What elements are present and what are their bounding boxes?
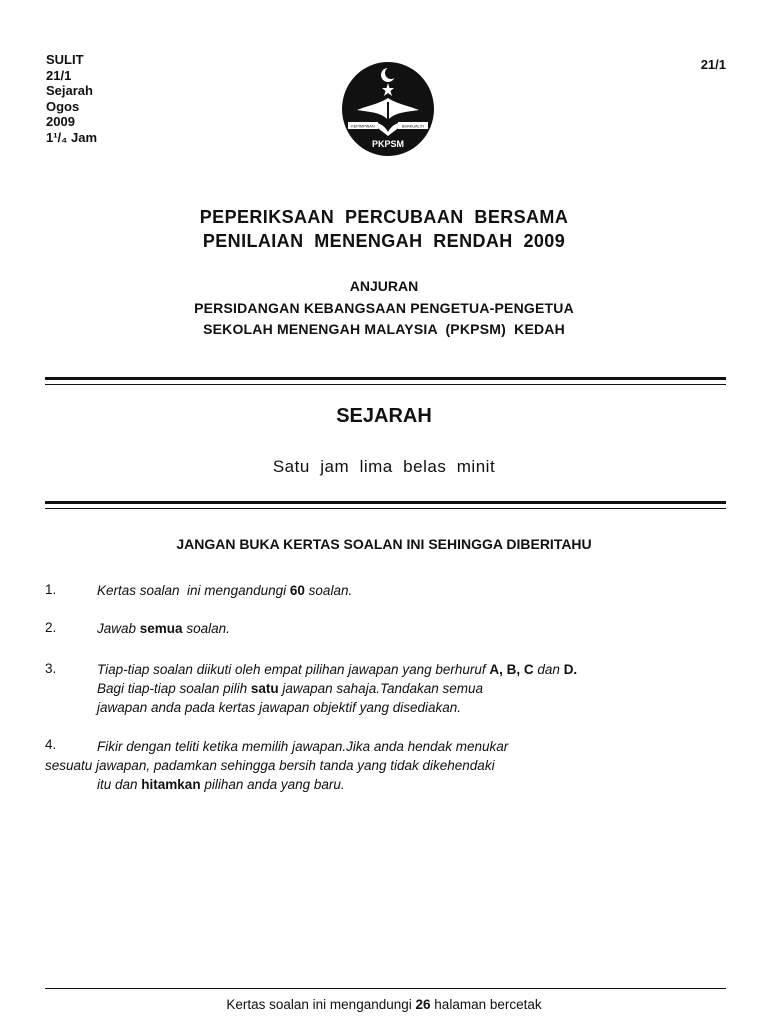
instruction-4-emphasis: hitamkan (141, 777, 201, 792)
instruction-2-emphasis: semua (139, 621, 183, 636)
pkpsm-emblem-icon (341, 60, 435, 158)
question-count: 60 (289, 583, 305, 598)
instruction-4-number: 4. (45, 737, 57, 752)
divider-thin-top (45, 384, 726, 385)
paper-code-label: 21/1 (46, 67, 72, 83)
divider-thin-bottom (45, 508, 726, 509)
month-label: Ogos (46, 98, 80, 114)
instruction-2-tail: soalan. (182, 621, 230, 636)
year-label: 2009 (46, 114, 75, 129)
page-count: 26 (415, 997, 431, 1012)
instruction-1-text: Kertas soalan ini mengandungi (97, 583, 290, 598)
instruction-3-line2-text: Bagi tiap-tiap soalan pilih (97, 681, 251, 696)
instruction-1 (97, 581, 352, 600)
instruction-4-line3-tail: pilihan anda yang baru. (200, 777, 345, 792)
instruction-1-tail: soalan. (304, 583, 353, 598)
instruction-3-line1 (97, 660, 577, 679)
option-letters: A, B, C (489, 662, 534, 677)
logo-left-ribbon-text: KEPIMPINAN (351, 124, 375, 129)
pkpsm-logo (341, 60, 435, 158)
organizer-line2: SEKOLAH MENENGAH MALAYSIA (PKPSM) KEDAH (203, 321, 565, 337)
instruction-3-line2-tail: jawapan sahaja.Tandakan semua (278, 681, 484, 696)
page-count-footer (0, 997, 768, 1012)
subject-label: Sejarah (46, 83, 93, 98)
footer-divider (45, 988, 726, 989)
instruction-3-conjunction: dan (533, 662, 564, 677)
organizer-line1: PERSIDANGAN KEBANGSAAN PENGETUA-PENGETUA (194, 300, 574, 316)
footer-tail: halaman bercetak (430, 997, 542, 1012)
organizer-heading: ANJURAN (349, 278, 419, 294)
exam-title-line1: PEPERIKSAAN PERCUBAAN BERSAMA (199, 207, 569, 227)
instruction-2 (97, 619, 230, 638)
time-label: 1¹/₄ Jam (46, 129, 97, 145)
instruction-3-line1-text: Tiap-tiap soalan diikuti oleh empat pilihan jawapan yang berhuruf (97, 662, 490, 677)
subject-title: SEJARAH (336, 405, 432, 427)
paper-meta (46, 52, 97, 145)
logo-acronym-text: PKPSM (371, 139, 405, 149)
logo-right-ribbon-text: BERKUALITI (401, 124, 425, 129)
instruction-1-number: 1. (45, 582, 57, 597)
footer-text: Kertas soalan ini mengandungi (226, 997, 416, 1012)
divider-thick-top (45, 377, 726, 380)
instruction-3-number: 3. (45, 661, 57, 676)
instruction-3-line3: jawapan anda pada kertas jawapan objektif yang disediakan. (97, 700, 462, 715)
instruction-3-emphasis: satu (250, 681, 279, 696)
option-letter-d: D. (563, 662, 578, 677)
exam-title-line2: PENILAIAN MENENGAH RENDAH 2009 (202, 231, 566, 251)
do-not-open-warning: JANGAN BUKA KERTAS SOALAN INI SEHINGGA DIBERITAHU (176, 536, 592, 552)
instruction-3-line2 (97, 679, 577, 698)
paper-code-right: 21/1 (700, 57, 726, 72)
instruction-2-number: 2. (45, 620, 57, 635)
divider-thick-bottom (45, 501, 726, 504)
classification-label: SULIT (46, 52, 84, 67)
instruction-4-line3-text: itu dan (97, 777, 142, 792)
instruction-4-line3 (97, 775, 345, 794)
instruction-2-text: Jawab (97, 621, 140, 636)
instruction-4-line1: Fikir dengan teliti ketika memilih jawapan.Jika anda hendak menukar (97, 739, 509, 754)
instruction-3 (97, 660, 577, 717)
instruction-4-line2: sesuatu jawapan, padamkan sehingga bersih tanda yang tidak dikehendaki (45, 758, 495, 773)
exam-duration: Satu jam lima belas minit (272, 457, 496, 476)
